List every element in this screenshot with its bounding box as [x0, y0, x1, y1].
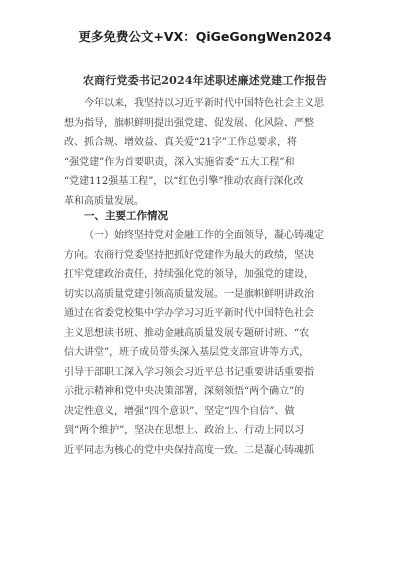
paragraph-line: 通过在省委党校集中学办学习习近平新时代中国特色社会 — [64, 308, 314, 319]
paragraph-intro — [64, 94, 348, 211]
paragraph-line: 想为指导，旗帜鲜明提出强党建、促发展、化风险、严整 — [64, 117, 314, 129]
paragraph-line: 近平同志为核心的党中央保持高度一致。二是凝心铸魂抓 — [64, 444, 314, 456]
header-note: 更多免费公文+VX：QiGeGongWen2024 — [78, 29, 332, 44]
paragraph-line: 主义思想读书班、推动金融高质量发展专题研讨班、“农 — [64, 327, 310, 339]
paragraph-line: （一）始终坚持党对金融工作的全面领导，凝心铸魂定 — [84, 230, 324, 241]
paragraph-line: 到“两个维护”，坚决在思想上、政治上、行动上同以习 — [64, 425, 305, 436]
section-heading: 一、主要工作情况 — [84, 210, 168, 222]
paragraph-line: 信大讲堂”，班子成员带头深入基层党支部宣讲等方式， — [64, 347, 310, 358]
paragraph-line: “党建112强基工程”，以“红色引擎”推动农商行深化改 — [64, 176, 304, 187]
paragraph-line: 示批示精神和党中央决策部署，深刻领悟“两个确立”的 — [64, 386, 305, 397]
paragraph-line: 引导干部职工深入学习领会习近平总书记重要讲话重要指 — [64, 366, 314, 378]
paragraph-line: 今年以来，我坚持以习近平新时代中国特色社会主义思 — [84, 98, 324, 109]
paragraph-line: 决定性意义，增强“四个意识”、坚定“四个自信”、做 — [64, 405, 295, 417]
paragraph-line: 切实以高质量党建引领高质量发展。一是旗帜鲜明讲政治 — [64, 288, 314, 300]
paragraph-line: 革和高质量发展。 — [64, 195, 144, 207]
paragraph-line: 改、抓合规、增效益、真关爱“21字”工作总要求，将 — [64, 137, 297, 148]
document-title: 农商行党委书记2024年述职述廉述党建工作报告 — [82, 74, 328, 87]
paragraph-line: 扛牢党建政治责任，持续强化党的领导，加强党的建设， — [64, 269, 314, 280]
paragraph-line: “强党建”作为首要职责，深入实施省委“五大工程”和 — [64, 156, 295, 168]
paragraph-work-status — [64, 226, 348, 460]
paragraph-line: 方向。农商行党委坚持把抓好党建作为最大的政绩，坚决 — [64, 249, 314, 261]
